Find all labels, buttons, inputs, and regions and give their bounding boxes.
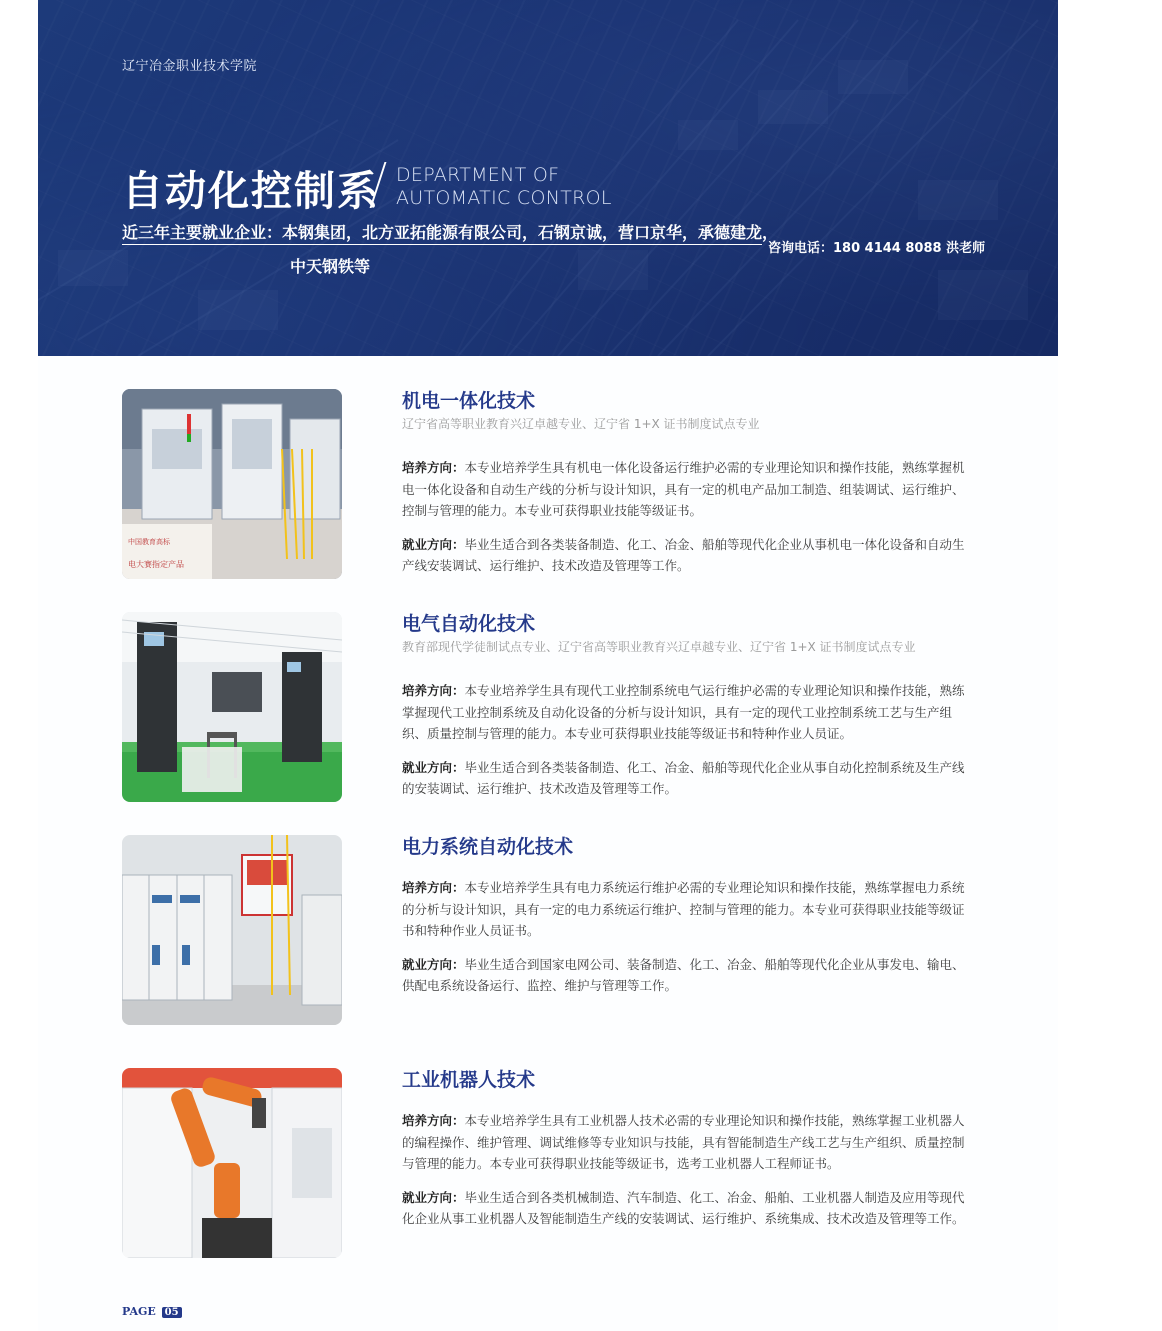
- employment-direction-label: 就业方向：: [402, 1189, 465, 1205]
- main-employers-line2: 中天钢铁等: [290, 257, 371, 276]
- program-photo-electrical-lab: [122, 612, 342, 802]
- brochure-page: [38, 0, 1058, 1331]
- program-mechatronics: [38, 389, 1058, 589]
- page-label: PAGE: [122, 1305, 156, 1318]
- employment-direction: [402, 534, 972, 577]
- department-title-english-line2: AUTOMATIC CONTROL: [396, 187, 612, 209]
- header-banner: [38, 0, 1058, 356]
- program-title: 机电一体化技术: [402, 390, 536, 412]
- program-text: [402, 389, 972, 577]
- training-direction: [402, 680, 972, 745]
- program-text: [402, 835, 972, 997]
- header-divider: [122, 244, 762, 245]
- employment-direction-text: 毕业生适合到各类机械制造、汽车制造、化工、冶金、船舶、工业机器人制造及应用等现代化企业从事工业机器人及智能制造生产线的安装调试、运行维护、系统集成、技术改造及管理等工作。: [402, 1189, 965, 1226]
- program-title: 电力系统自动化技术: [402, 836, 574, 858]
- employment-direction: [402, 1187, 972, 1230]
- program-title: 工业机器人技术: [402, 1069, 536, 1091]
- employment-direction-text: 毕业生适合到国家电网公司、装备制造、化工、冶金、船舶等现代化企业从事发电、输电、供配电系统设备运行、监控、维护与管理等工作。: [402, 956, 965, 993]
- training-direction-text: 本专业培养学生具有现代工业控制系统电气运行维护必需的专业理论知识和操作技能，熟练掌握现代工业控制系统及自动化设备的分析与设计知识，具有一定的现代工业控制系统工艺与生产组织、质量控制与管理的能力。本专业可获得职业技能等级证书和特种作业人员证。: [402, 683, 965, 741]
- school-name: 辽宁冶金职业技术学院: [122, 59, 258, 74]
- program-photo-robot-arm: [122, 1068, 342, 1258]
- training-direction-label: 培养方向：: [402, 880, 465, 895]
- employment-direction-label: 就业方向：: [402, 956, 465, 972]
- main-employers-line1: 近三年主要就业企业：本钢集团，北方亚拓能源有限公司，石钢京诚，营口京华，承德建龙，: [122, 223, 779, 242]
- program-subtitle: 辽宁省高等职业教育兴辽卓越专业、辽宁省 1+X 证书制度试点专业: [402, 417, 760, 431]
- program-title: 电气自动化技术: [402, 613, 536, 635]
- program-photo-power-lab: [122, 835, 342, 1025]
- training-direction-label: 培养方向：: [402, 460, 465, 475]
- employment-direction: [402, 954, 972, 997]
- training-direction-text: 本专业培养学生具有工业机器人技术必需的专业理论知识和操作技能，熟练掌握工业机器人的编程操作、维护管理、调试维修等专业知识与技能，具有智能制造生产线工艺与生产组织、质量控制与管理的能力。本专业可获得职业技能等级证书，选考工业机器人工程师证书。: [402, 1113, 965, 1171]
- training-direction-label: 培养方向：: [402, 683, 465, 698]
- page-number: 05: [162, 1307, 182, 1318]
- training-direction: [402, 457, 972, 522]
- program-power-system-automation: [38, 835, 1058, 1035]
- department-title: 自动化控制系: [122, 167, 380, 215]
- program-subtitle: 教育部现代学徒制试点专业、辽宁省高等职业教育兴辽卓越专业、辽宁省 1+X 证书制度试点专业: [402, 640, 916, 654]
- employment-direction-text: 毕业生适合到各类装备制造、化工、冶金、船舶等现代化企业从事机电一体化设备和自动生产线安装调试、运行维护、技术改造及管理等工作。: [402, 536, 965, 573]
- consult-phone: 咨询电话：180 4144 8088 洪老师: [768, 241, 986, 256]
- main-employers: [122, 216, 812, 284]
- training-direction-text: 本专业培养学生具有电力系统运行维护必需的专业理论知识和操作技能，熟练掌握电力系统的分析与设计知识，具有一定的电力系统运行维护、控制与管理的能力。本专业可获得职业技能等级证书和特种作业人员证书。: [402, 880, 965, 938]
- training-direction-label: 培养方向：: [402, 1113, 465, 1128]
- training-direction: [402, 1110, 972, 1175]
- employment-direction-text: 毕业生适合到各类装备制造、化工、冶金、船舶等现代化企业从事自动化控制系统及生产线的安装调试、运行维护、技术改造及管理等工作。: [402, 759, 965, 796]
- training-direction: [402, 877, 972, 942]
- program-electrical-automation: [38, 612, 1058, 812]
- page-footer: [122, 1305, 182, 1318]
- svg-text:电大赛指定产品: 电大赛指定产品: [128, 560, 184, 569]
- training-direction-text: 本专业培养学生具有机电一体化设备运行维护必需的专业理论知识和操作技能，熟练掌握机电一体化设备和自动生产线的分析与设计知识，具有一定的机电产品加工制造、组装调试、运行维护、控制与管理的能力。本专业可获得职业技能等级证书。: [402, 460, 965, 518]
- svg-text:中国教育高标: 中国教育高标: [128, 538, 170, 546]
- department-title-english-line1: DEPARTMENT OF: [396, 164, 560, 186]
- program-industrial-robotics: [38, 1068, 1058, 1268]
- department-title-english: [396, 164, 612, 210]
- program-photo-mechatronics-lab: [122, 389, 342, 579]
- program-text: [402, 1068, 972, 1230]
- program-text: [402, 612, 972, 800]
- employment-direction-label: 就业方向：: [402, 759, 465, 775]
- employment-direction-label: 就业方向：: [402, 536, 465, 552]
- employment-direction: [402, 757, 972, 800]
